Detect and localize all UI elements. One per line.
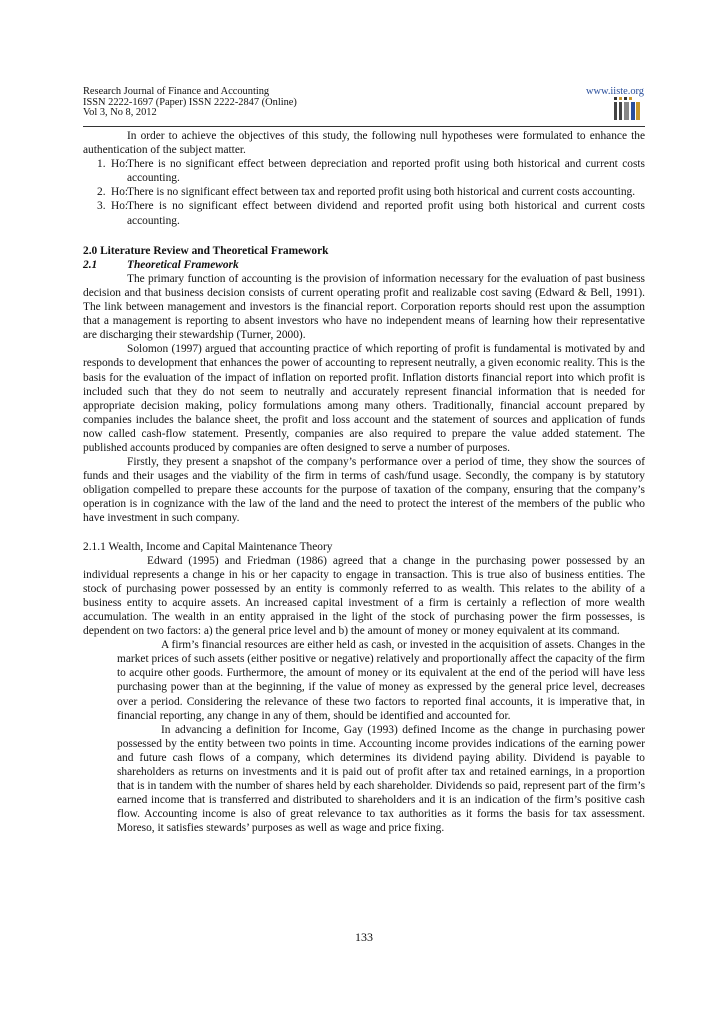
hypothesis-item bbox=[83, 157, 645, 185]
journal-url-link[interactable]: www.iiste.org bbox=[585, 86, 644, 97]
subsection-title: Theoretical Framework bbox=[127, 258, 239, 271]
volume-line: Vol 3, No 8, 2012 bbox=[83, 107, 157, 119]
hypothesis-label: Ho: bbox=[111, 186, 129, 199]
page-number: 133 bbox=[355, 930, 373, 944]
subsection-heading bbox=[83, 258, 645, 272]
block-paragraph: In advancing a definition for Income, Gay (1993) defined Income as the change in purchasing power possessed by the entity between two points in time. Accounting income provides indications of the earning power and future cash flows of a company, which determines its dividend paying ability. Dividend is payable to shareholders as returns on investments and it is paid out of profit after tax and retained earnings, in a proportion that is in tandem with the number of shares held by each shareholder. Dividends so paid, represent part of the firm’s earned income that is transferred and distributed to shareholders and it is an indication of the firm’s positive cash flow. Accounting income is also of great relevance to tax authorities as it forms the basis for tax assessment. Moreso, it satisfies stewards’ purposes as well as wage and price fixing. bbox=[117, 723, 645, 835]
hypothesis-text: There is no significant effect between depreciation and reported profit using both historical and current costs accounting. bbox=[127, 158, 645, 185]
hypotheses-list bbox=[83, 157, 645, 227]
running-header bbox=[83, 87, 645, 119]
subsection-number: 2.1 bbox=[83, 258, 98, 271]
header-rule bbox=[83, 126, 645, 127]
hypothesis-number: 3. bbox=[97, 200, 106, 213]
intro-paragraph: In order to achieve the objectives of this study, the following null hypotheses were formulated to enhance the authentication of the subject matter. bbox=[83, 130, 645, 157]
hypothesis-number: 2. bbox=[97, 186, 106, 199]
iiste-logo bbox=[612, 97, 642, 121]
hypothesis-text: There is no significant effect between tax and reported profit using both historical and current costs accounting. bbox=[127, 186, 636, 199]
journal-name: Research Journal of Finance and Accounting bbox=[83, 86, 270, 97]
subsubsection-heading: 2.1.1 Wealth, Income and Capital Maintenance Theory bbox=[83, 540, 333, 553]
hypothesis-number: 1. bbox=[97, 158, 106, 171]
body-paragraph: The primary function of accounting is the provision of information necessary for the evaluation of past business decision and that business decision consists of current operating profit and realizable cost saving (Edward & Bell, 1991). The link between management and investors is the financial report. Corporation reports should rest upon the assumption that a management is reporting to absent investors who have no independent means of learning how their representative are discharging their stewardship (Turner, 2000). bbox=[83, 272, 645, 342]
article-body bbox=[83, 129, 645, 836]
issn-line: ISSN 2222-1697 (Paper) ISSN 2222-2847 (Online) bbox=[83, 96, 297, 108]
body-paragraph: Firstly, they present a snapshot of the company’s performance over a period of time, they show the sources of funds and their usages and the viability of the firm in terms of cash/fund usage. Secondly, the company is by statutory obligation compelled to prepare these accounts for the purpose of taxation of the company, ensuring that the company’s operation is in cognizance with the law of the land and the need to protect the interest of the members of the public who have investment in such company. bbox=[83, 456, 645, 525]
hypothesis-label: Ho: bbox=[111, 200, 129, 213]
hypothesis-label: Ho: bbox=[111, 158, 129, 171]
section-heading: 2.0 Literature Review and Theoretical Framework bbox=[83, 244, 329, 257]
hypothesis-item bbox=[83, 199, 645, 227]
body-paragraph: Edward (1995) and Friedman (1986) agreed that a change in the purchasing power possessed by an individual represents a change in his or her capacity to engage in transaction. This is true also of business entities. The stock of purchasing power possessed by an entity is commonly referred to as wealth. This relates to the ability of a business entity to acquire assets. An increased capital investment of a firm is certainly a reflection of more wealth accumulation. The wealth in an entity appraised in the light of the stock of purchasing power the firm possesses, is dependent on two factors: a) the general price level and b) the amount of money or money equivalent at its command. bbox=[83, 554, 645, 638]
block-paragraph: A firm’s financial resources are either held as cash, or invested in the acquisition of assets. Changes in the market prices of such assets (either positive or negative) relatively and proportionally affect the capacity of the firm to acquire other goods. Furthermore, the amount of money or its equivalent at the end of the period will have less purchasing power than at the beginning, if the value of money as expressed by the general price level, decreases over a period. Considering the relevance of these two factors to reported final accounts, it is imperative that, in financial reporting, any change in any of them, should be identified and accounted for. bbox=[117, 639, 645, 722]
body-paragraph: Solomon (1997) argued that accounting practice of which reporting of profit is fundamental is motivated by and responds to development that enhances the power of accounting to represent neutrally, a given economic reality. This is the basis for the evaluation of the impact of inflation on reported profit. Inflation distorts financial report into which profit is included such that they do not seem to neutrally and accurately represent financial information that is needed for appropriate decision making, policy formulations among many others. Traditionally, financial account prepared by companies includes the balance sheet, the profit and loss account and the statement of sources and application of funds now called cash-flow statement. Presently, companies are also required to prepare the value added statement. The published accounts produced by companies are often designed to serve a number of purposes. bbox=[83, 343, 645, 454]
hypothesis-text: There is no significant effect between dividend and reported profit using both historical and current costs accounting. bbox=[127, 200, 645, 227]
hypothesis-item bbox=[83, 185, 645, 199]
